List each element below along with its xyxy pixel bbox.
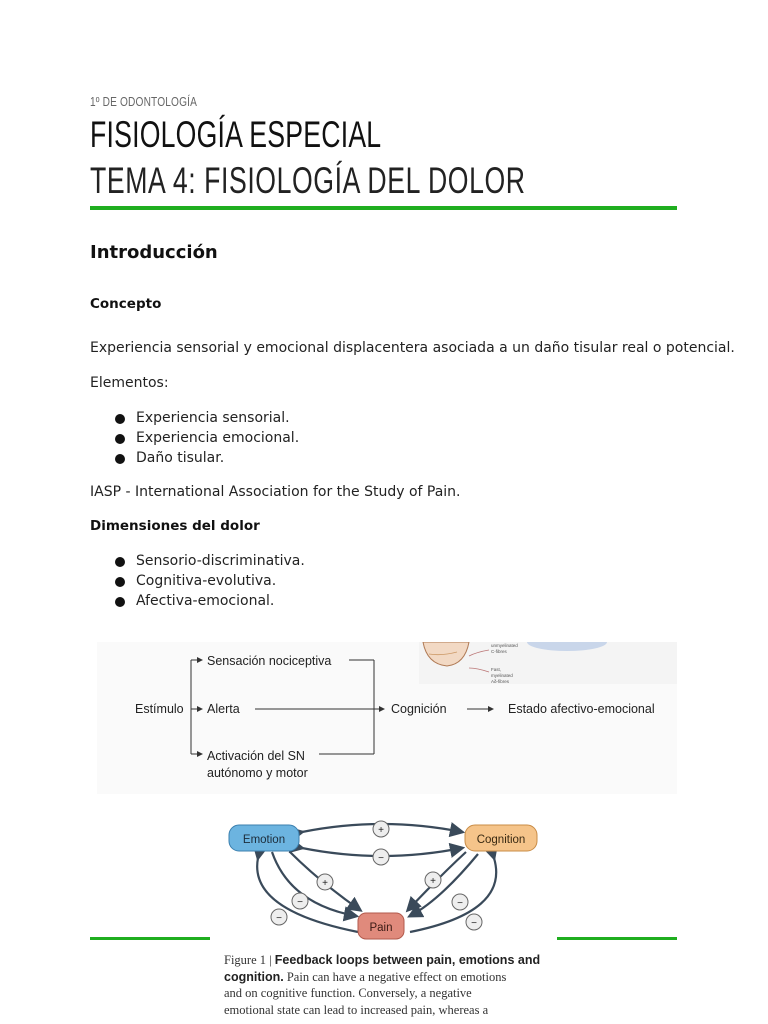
figure-caption bbox=[224, 952, 549, 1018]
caption-body: and on cognitive function. Conversely, a negative bbox=[224, 986, 472, 1000]
inset-label: Fast, bbox=[491, 667, 502, 672]
inset-illustration bbox=[419, 642, 677, 684]
caption-body: emotional state can lead to increased pain, whereas a bbox=[224, 1002, 489, 1017]
cognition-label: Cognición bbox=[391, 702, 447, 716]
loop-arrow bbox=[410, 854, 478, 916]
plus-sign: + bbox=[378, 825, 384, 836]
plus-sign: + bbox=[430, 876, 436, 887]
list-item: Cognitiva-evolutiva. bbox=[112, 571, 305, 591]
stimulus-label: Estímulo bbox=[135, 702, 184, 716]
emotion-label: Emotion bbox=[242, 834, 286, 846]
branch-top-label: Sensación nociceptiva bbox=[207, 654, 332, 668]
pain-label: Pain bbox=[369, 922, 393, 934]
plus-sign: + bbox=[322, 878, 328, 889]
footer-divider-left bbox=[90, 937, 210, 940]
list-item: Experiencia emocional. bbox=[112, 428, 299, 448]
course-label: 1º DE ODONTOLOGÍA bbox=[90, 94, 198, 109]
list-item: Afectiva-emocional. bbox=[112, 591, 305, 611]
footer-divider-right bbox=[557, 937, 677, 940]
affective-state-label: Estado afectivo-emocional bbox=[508, 702, 655, 716]
list-item: Experiencia sensorial. bbox=[112, 408, 299, 428]
concept-heading: Concepto bbox=[90, 296, 162, 312]
section-title: Introducción bbox=[90, 242, 218, 263]
branch-bottom-label-1: Activación del SN bbox=[207, 749, 305, 763]
inset-label: myelinated bbox=[491, 673, 513, 678]
caption-body: Pain can have a negative effect on emotions bbox=[286, 969, 507, 984]
minus-sign: − bbox=[471, 918, 477, 929]
subject-title: FISIOLOGÍA ESPECIAL bbox=[90, 114, 382, 155]
branch-bottom-label-2: autónomo y motor bbox=[207, 766, 308, 780]
caption-title: Feedback loops between pain, emotions and cognition. bbox=[224, 953, 541, 984]
minus-sign: − bbox=[378, 853, 384, 864]
pain-flow-diagram bbox=[97, 642, 677, 794]
inset-label: Aδ-fibres bbox=[491, 679, 510, 684]
elements-list bbox=[112, 408, 299, 468]
list-item: Daño tisular. bbox=[112, 448, 299, 468]
inset-label: C-fibres bbox=[491, 649, 507, 654]
cognition-node-label: Cognition bbox=[476, 834, 526, 846]
header-divider bbox=[90, 206, 677, 210]
dimensions-list bbox=[112, 551, 305, 611]
branch-mid-label: Alerta bbox=[207, 702, 240, 716]
list-item: Sensorio-discriminativa. bbox=[112, 551, 305, 571]
inset-label: unmyelinated bbox=[491, 643, 518, 648]
elements-label: Elementos: bbox=[90, 375, 169, 391]
dimensions-heading: Dimensiones del dolor bbox=[90, 518, 260, 534]
iasp-text: IASP - International Association for the Study of Pain. bbox=[90, 484, 461, 500]
minus-sign: − bbox=[297, 897, 303, 908]
minus-sign: − bbox=[457, 898, 463, 909]
topic-title: TEMA 4: FISIOLOGÍA DEL DOLOR bbox=[90, 160, 526, 201]
minus-sign: − bbox=[276, 913, 282, 924]
concept-text: Experiencia sensorial y emocional displacentera asociada a un daño tisular real o potencial. bbox=[90, 340, 735, 356]
caption-label: Figure 1 | bbox=[224, 953, 272, 967]
